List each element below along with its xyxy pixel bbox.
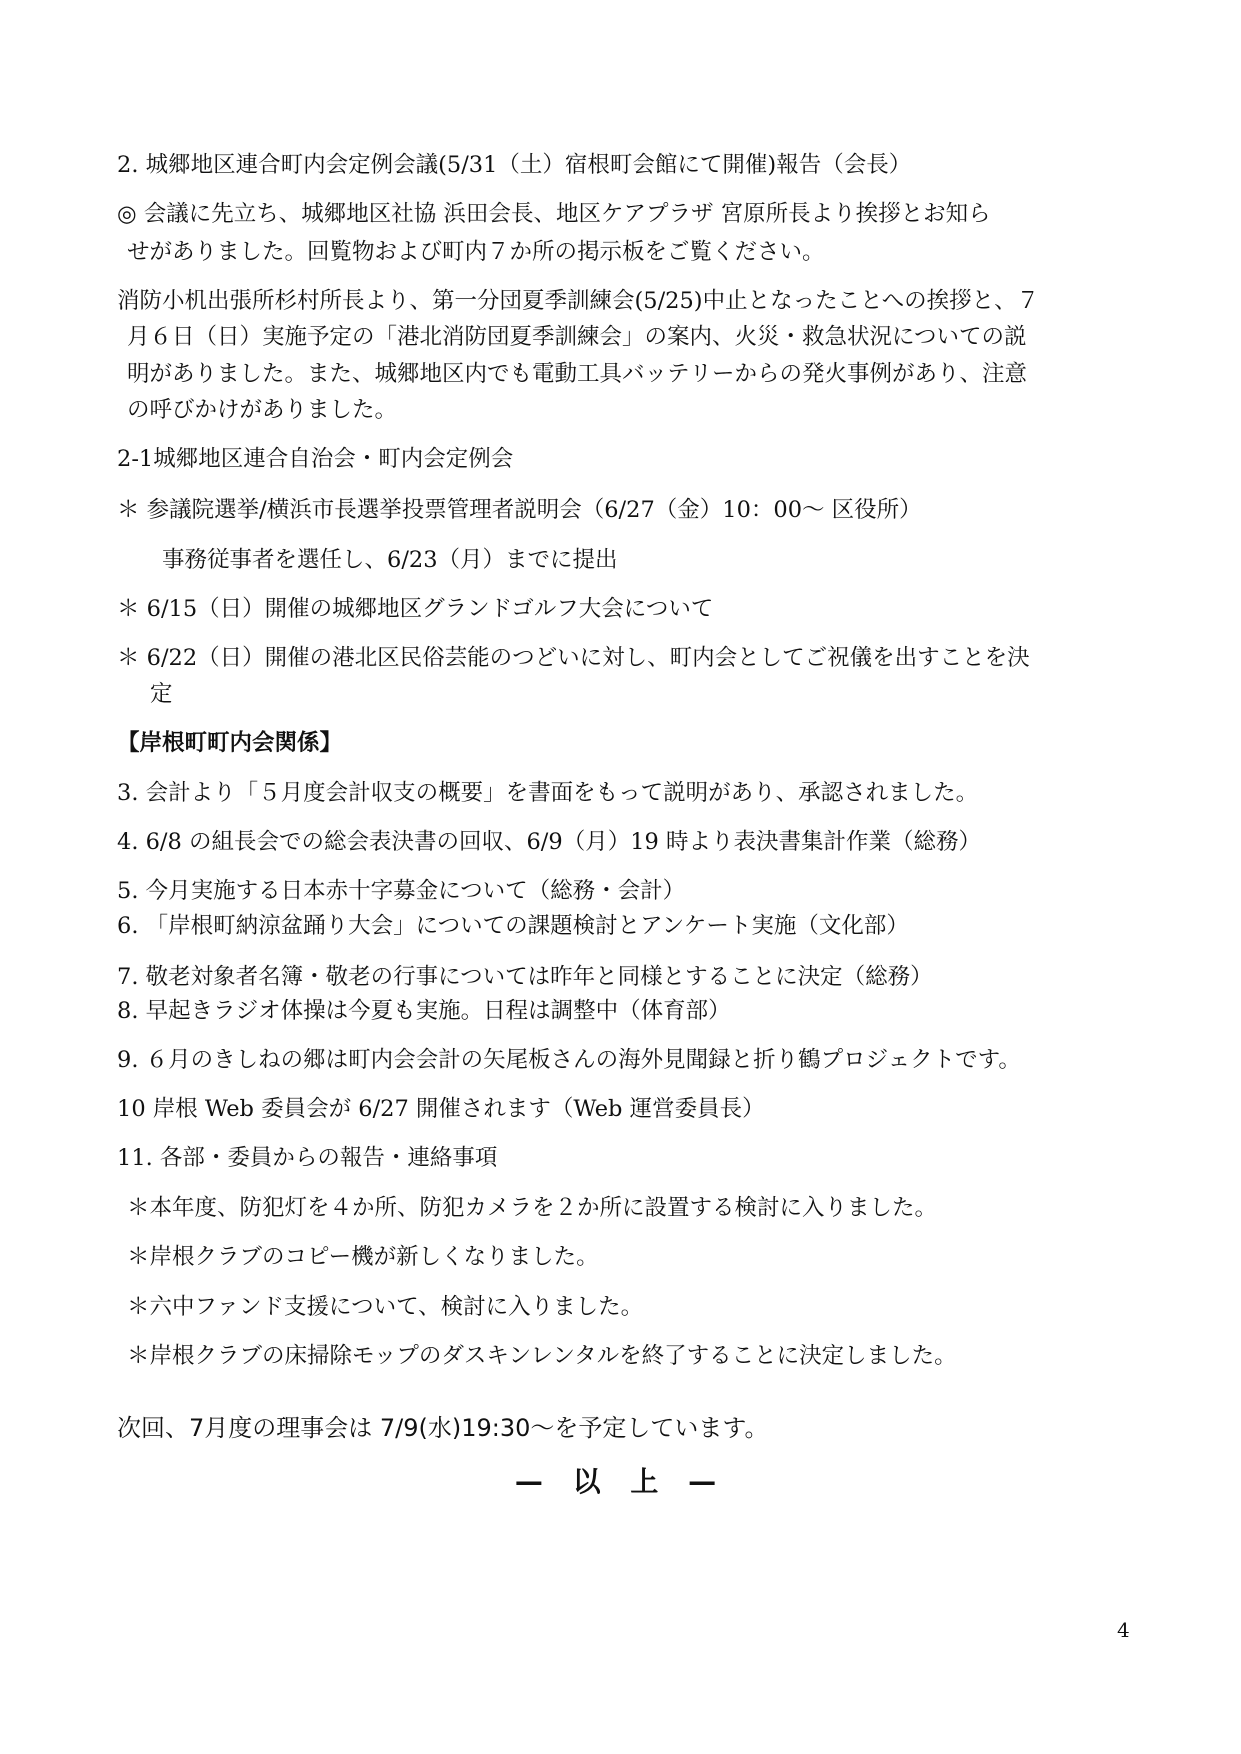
bullet-folk-arts-line-2: 定 [150,681,173,707]
bullet-folk-arts-line-1: ＊ 6/22（日）開催の港北区民俗芸能のつどいに対し、町内会としてご祝儀を出すことを決 [117,645,1030,671]
item-5-red-cross: 5. 今月実施する日本赤十字募金について（総務・会計） [117,878,686,904]
item-7-elderly: 7. 敬老対象者名簿・敬老の行事については昨年と同様とすることに決定（総務） [117,964,933,990]
paragraph-meeting-line-1: ◎ 会議に先立ち、城郷地区社協 浜田会長、地区ケアプラザ 宮原所長より挨拶とお知ら [117,201,991,227]
item-8-radio-exercise: 8. 早起きラジオ体操は今夏も実施。日程は調整中（体育部） [117,998,731,1024]
section-heading-kishine: 【岸根町町内会関係】 [117,730,343,756]
item-6-bon-dance: 6. 「岸根町納涼盆踊り大会」についての課題検討とアンケート実施（文化部） [117,913,909,939]
paragraph-fire-line-4: の呼びかけがありました。 [127,397,398,423]
page-number: 4 [1117,1618,1130,1642]
item-4-general-meeting: 4. 6/8 の組長会での総会表決書の回収、6/9（月）19 時より表決書集計作業（総務） [117,829,981,855]
end-mark: — 以 上 — [514,1465,727,1498]
bullet-election-briefing: ＊ 参議院選挙/横浜市長選挙投票管理者説明会（6/27（金）10：00〜 区役所） [117,497,922,523]
item-9-newsletter: 9. ６月のきしねの郷は町内会会計の矢尾板さんの海外見聞録と折り鶴プロジェクトです。 [117,1047,1021,1073]
paragraph-fire-line-2: 月６日（日）実施予定の「港北消防団夏季訓練会」の案内、火災・救急状況についての説 [127,324,1027,350]
paragraph-meeting-line-2: せがありました。回覧物および町内７か所の掲示板をご覧ください。 [127,239,825,265]
item-10-web-committee: 10 岸根 Web 委員会が 6/27 開催されます（Web 運営委員長） [117,1096,765,1122]
bullet-election-note: 事務従事者を選任し、6/23（月）までに提出 [162,547,618,573]
paragraph-fire-line-1: 消防小机出張所杉村所長より、第一分団夏季訓練会(5/25)中止となったことへの挨拶と、７ [117,288,1040,314]
item-11-reports: 11. 各部・委員からの報告・連絡事項 [117,1145,498,1171]
bullet-ground-golf: ＊ 6/15（日）開催の城郷地区グランドゴルフ大会について [117,596,714,622]
report-fund-support: ＊六中ファンド支援について、検討に入りました。 [127,1294,644,1320]
item-2-report: 2. 城郷地区連合町内会定例会議(5/31（土）宿根町会館にて開催)報告（会長） [117,152,912,178]
paragraph-fire-line-3: 明がありました。また、城郷地区内でも電動工具バッテリーからの発火事例があり、注意 [127,361,1028,387]
item-3-accounting: 3. 会計より「５月度会計収支の概要」を書面をもって説明があり、承認されました。 [117,780,979,806]
next-meeting-notice: 次回、7月度の理事会は 7/9(水)19:30〜を予定しています。 [117,1414,769,1442]
report-copier: ＊岸根クラブのコピー機が新しくなりました。 [127,1244,599,1270]
section-2-1-title: 2-1城郷地区連合自治会・町内会定例会 [117,446,514,472]
report-crime-prevention: ＊本年度、防犯灯を４か所、防犯カメラを２か所に設置する検討に入りました。 [127,1195,938,1221]
report-mop-rental: ＊岸根クラブの床掃除モップのダスキンレンタルを終了することに決定しました。 [127,1343,957,1369]
